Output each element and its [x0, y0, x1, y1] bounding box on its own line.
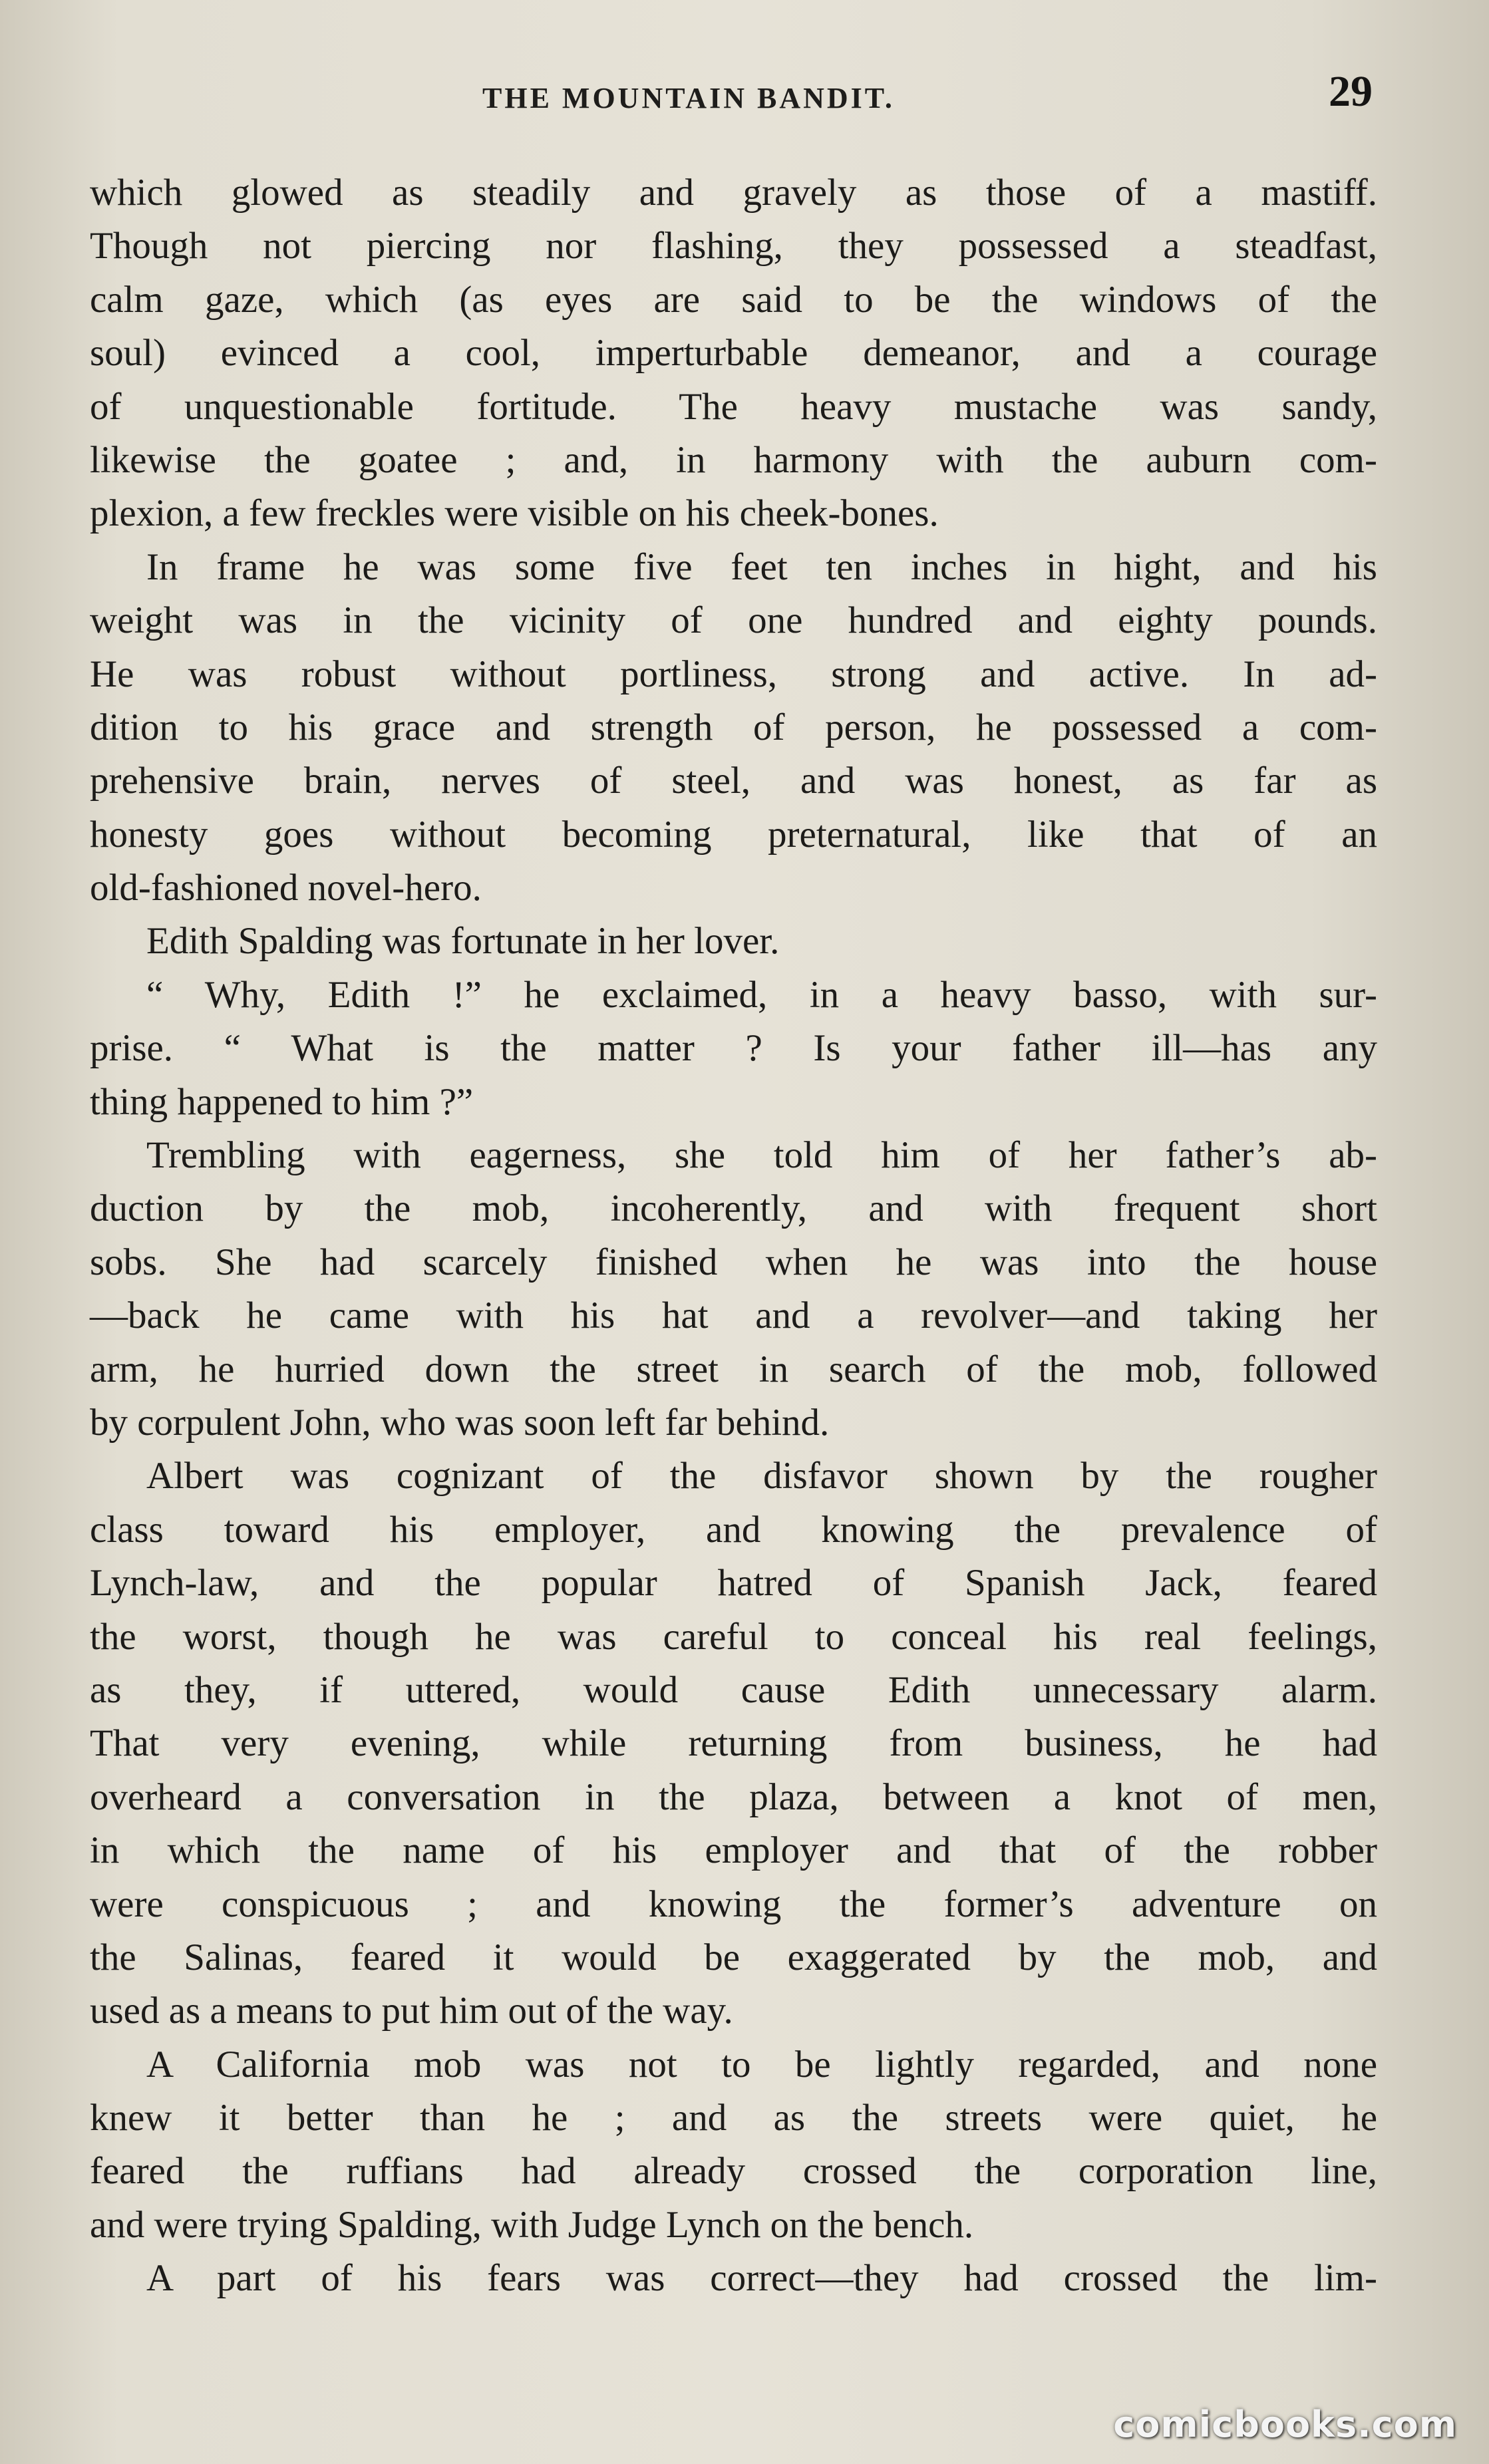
text-line: feared the ruffians had already crossed the corporation line, [90, 2150, 1377, 2193]
text-line: prise. “ What is the matter ? Is your father ill—has any [90, 1027, 1377, 1070]
running-head: THE MOUNTAIN BANDIT. [482, 82, 895, 114]
text-line: by corpulent John, who was soon left far behind. [90, 1401, 830, 1444]
text-line: In frame he was some five feet ten inches in hight, and his [146, 545, 1377, 588]
text-line: likewise the goatee ; and, in harmony with the auburn com- [90, 438, 1377, 481]
text-line: in which the name of his employer and that of the robber [90, 1829, 1377, 1872]
text-line: Trembling with eagerness, she told him of her father’s ab- [146, 1134, 1377, 1177]
watermark: comicbooks.com [1113, 2403, 1457, 2445]
text-line: arm, he hurried down the street in search of the mob, followed [90, 1348, 1377, 1390]
text-line: Edith Spalding was fortunate in her lover. [146, 920, 780, 963]
text-line: as they, if uttered, would cause Edith unnecessary alarm. [90, 1668, 1377, 1711]
text-line: Albert was cognizant of the disfavor shown by the rougher [146, 1455, 1377, 1497]
text-line: knew it better than he ; and as the streets were quiet, he [90, 2097, 1377, 2139]
page-number: 29 [1329, 67, 1373, 116]
text-line: which glowed as steadily and gravely as those of a mastiff. [90, 172, 1377, 214]
text-line: overheard a conversation in the plaza, between a knot of men, [90, 1775, 1377, 1818]
page-header [0, 67, 1489, 126]
text-line: and were trying Spalding, with Judge Lynch on the bench. [90, 2203, 974, 2246]
text-line: plexion, a few freckles were visible on his cheek-bones. [90, 492, 939, 535]
text-line: Though not piercing nor flashing, they possessed a steadfast, [90, 225, 1377, 267]
text-line: honesty goes without becoming preternatural, like that of an [90, 813, 1377, 855]
text-line: “ Why, Edith !” he exclaimed, in a heavy basso, with sur- [146, 973, 1377, 1016]
text-line: soul) evinced a cool, imperturbable demeanor, and a courage [90, 332, 1377, 375]
text-line: class toward his employer, and knowing the prevalence of [90, 1508, 1377, 1551]
text-line: duction by the mob, incoherently, and with frequent short [90, 1187, 1377, 1230]
text-line: —back he came with his hat and a revolver—and taking her [90, 1295, 1377, 1337]
text-line: the worst, though he was careful to conceal his real feelings, [90, 1615, 1377, 1658]
text-line: thing happened to him ?” [90, 1080, 474, 1123]
body-text [90, 166, 1377, 2306]
text-line: the Salinas, feared it would be exaggerated by the mob, and [90, 1936, 1377, 1978]
text-line: Lynch-law, and the popular hatred of Spanish Jack, feared [90, 1562, 1377, 1605]
text-line: weight was in the vicinity of one hundred and eighty pounds. [90, 599, 1377, 642]
text-line: used as a means to put him out of the way. [90, 1990, 733, 2032]
text-line: prehensive brain, nerves of steel, and was honest, as far as [90, 760, 1377, 802]
text-line: That very evening, while returning from business, he had [90, 1722, 1377, 1765]
text-line: A California mob was not to be lightly regarded, and none [146, 2043, 1377, 2085]
text-line: of unquestionable fortitude. The heavy mustache was sandy, [90, 385, 1377, 428]
text-line: were conspicuous ; and knowing the former’s adventure on [90, 1883, 1377, 1925]
text-line: dition to his grace and strength of person, he possessed a com- [90, 706, 1377, 748]
text-line: He was robust without portliness, strong and active. In ad- [90, 653, 1377, 695]
text-line: old-fashioned novel-hero. [90, 867, 482, 909]
text-line: calm gaze, which (as eyes are said to be the windows of the [90, 278, 1377, 321]
text-line: A part of his fears was correct—they had crossed the lim- [146, 2257, 1377, 2300]
text-line: sobs. She had scarcely finished when he was into the house [90, 1241, 1377, 1283]
